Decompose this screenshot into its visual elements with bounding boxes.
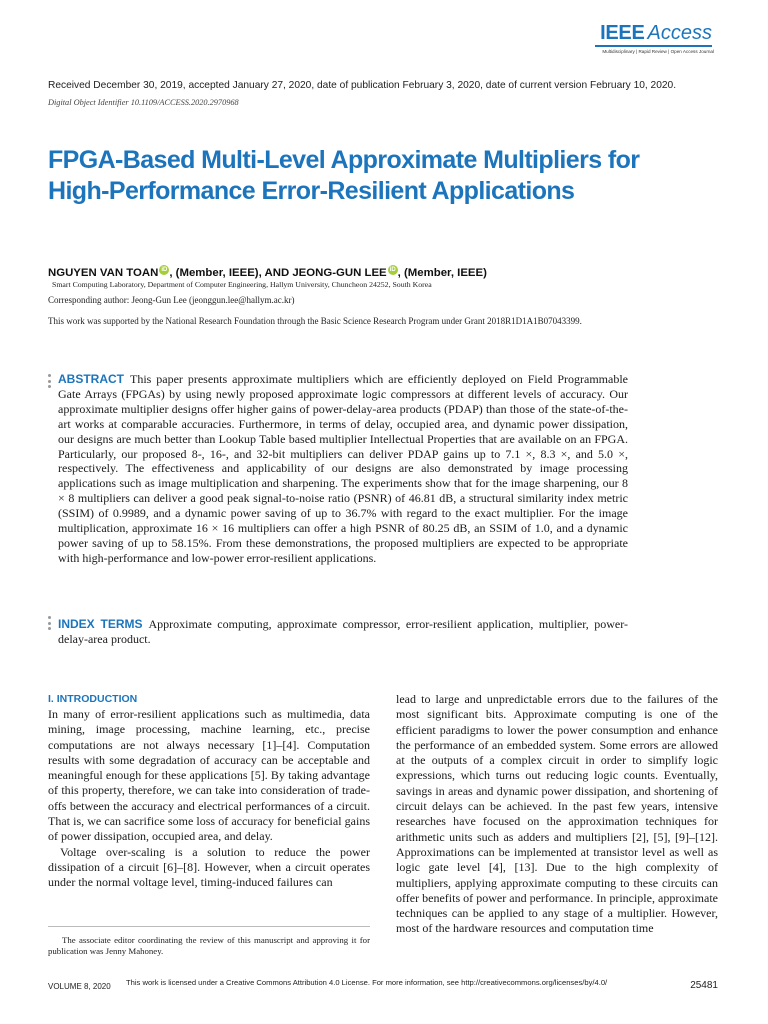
paragraph: Voltage over-scaling is a solution to reduce the power dissipation of a circuit [6]–[8]. However, when a circuit operates under the normal voltage level, timing-induced failures can [48,844,370,890]
orcid-icon[interactable]: iD [389,267,396,273]
logo-underline [595,45,712,47]
received-dates: Received December 30, 2019, accepted January 27, 2020, date of publication February 3, 2020, date of current version February 10, 2020. [48,80,677,91]
index-terms-dots-icon [48,616,51,633]
author-line-end: , (Member, IEEE) [397,266,487,279]
funding-note: This work was supported by the National Research Foundation through the Basic Science Research Program under Grant 2018R1D1A1B07043399. [48,316,582,326]
body-column-left [48,692,370,891]
author-line [48,265,487,279]
paragraph: In many of error-resilient applications such as multimedia, data mining, image processing, machine learning, etc., precise computations are not always necessary [1]–[4]. Computation results with some degradation of accuracy can be acceptable and meaningful enough for these applications [5]. By taking advantage of this property, therefore, we can take into consideration of trade-offs between the accuracy and electrical performances of a circuit. That is, we can sacrifice some loss of accuracy for beneficial gains of power dissipation, occupied area, and delay. [48,707,370,844]
logo-ieee-text: IEEE [600,22,645,44]
logo-tagline: Multidisciplinary | Rapid Review | Open Access Journal [602,49,714,54]
author-line-middle: , (Member, IEEE), AND JEONG-GUN LEE [169,266,387,279]
section-heading: I. INTRODUCTION [48,693,138,705]
author-1-name: NGUYEN VAN TOAN [48,266,159,279]
index-terms-label: INDEX TERMS [58,617,143,631]
paragraph: lead to large and unpredictable errors due to the failures of the most significant bits. Approximate computing is one of the efficient paradigms to lower the power consumption and enhance the performance of an embedded system. Some errors are allowed at the outputs of a complex circuit in order to simplify logic expressions, which turns out reducing logic counts. Eventually, savings in areas and dynamic power dissipation, and shortening of circuit delays can be achieved. In the past few years, intensive researches have focused on the approximation techniques for arithmetic units such as adders and multipliers [2], [5], [9]–[12]. Approximations can be implemented at transistor level as well as logic gate level [4], [13]. Due to the high complexity of multipliers, applying approximate computing to these circuits can offer benefits of power and performance. In principle, approximate techniques can be applied to any stage of a multiplier. However, most of the hardware resources and computation time [396,692,718,936]
journal-logo [600,22,712,45]
volume-label: VOLUME 8, 2020 [48,982,111,991]
paper-title: FPGA-Based Multi-Level Approximate Multipliers for High-Performance Error-Resilient Applications [48,146,640,205]
index-terms [58,617,628,647]
corresponding-author: Corresponding author: Jeong-Gun Lee (jeonggun.lee@hallym.ac.kr) [48,295,295,305]
index-terms-text: Approximate computing, approximate compressor, error-resilient application, multiplier, power-delay-area product. [58,617,628,646]
footnote: The associate editor coordinating the review of this manuscript and approving it for publication was Jenny Mahoney. [48,935,370,956]
license-notice: This work is licensed under a Creative Commons Attribution 4.0 License. For more information, see http://creativecommons.org/licenses/by/4.0/ [126,978,608,987]
abstract [58,372,628,566]
page-number: 25481 [690,980,718,991]
affiliation: Smart Computing Laboratory, Department of Computer Engineering, Hallym University, Chuncheon 24252, South Korea [52,280,432,289]
footnote-divider [48,926,370,927]
abstract-dots-icon [48,374,51,391]
abstract-label: ABSTRACT [58,372,124,386]
logo-access-text: Access [647,22,712,44]
doi: Digital Object Identifier 10.1109/ACCESS.2020.2970968 [48,98,239,107]
abstract-text: This paper presents approximate multipliers which are efficiently deployed on Field Programmable Gate Arrays (FPGAs) by using newly proposed approximate logic compressors at different levels of accuracy. Our approximate multiplier designs offer higher gains of power-delay-area products (PDAP) than those of the state-of-the-art works at comparable accuracies. Furthermore, in terms of delay, occupied area, and dynamic power dissipation, our designs are much better than Lookup Table based multiplier Intellectual Properties that are available on an FPGA. Particularly, our proposed 8-, 16-, and 32-bit multipliers can deliver PDAP gains up to 7.1 ×, 8.3 ×, and 5.0 ×, respectively. The effectiveness and applicability of our designs are also demonstrated by image processing applications such as image multiplication and sharpening. The experiments show that for the image sharpening, our 8 × 8 multipliers can deliver a good peak signal-to-noise ratio (PSNR) of 46.81 dB, a structural similarity index metric (SSIM) of 0.9989, and a dynamic power saving of up to 36.7% with regard to the exact multiplier. For the image multiplication, approximate 16 × 16 multipliers can offer a high PSNR of 80.25 dB, an SSIM of 1.0, and a dynamic power saving of up to 58.15%. From these demonstrations, the proposed multipliers are expected to be appropriate with high-performance and low-power error-resilient applications. [58,372,628,565]
body-column-right [396,692,718,937]
orcid-icon[interactable]: iD [161,267,168,273]
